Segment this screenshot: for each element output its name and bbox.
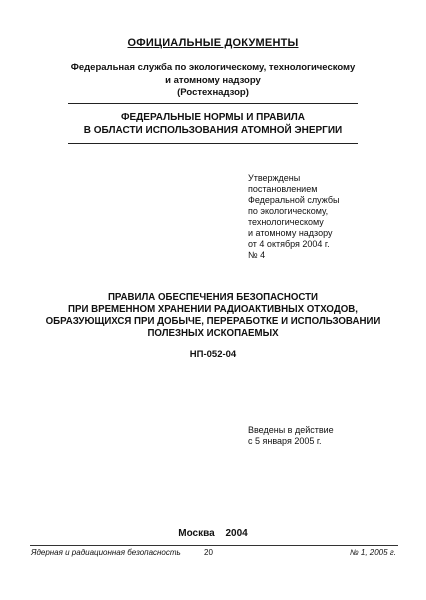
- page-number: 20: [204, 548, 213, 557]
- agency-line: (Ростехнадзор): [177, 87, 249, 98]
- effective-line: Введены в действие: [248, 425, 334, 435]
- agency-line: Федеральная служба по экологическому, технологическому: [70, 62, 356, 73]
- title-line: ПРАВИЛА ОБЕСПЕЧЕНИЯ БЕЗОПАСНОСТИ: [107, 292, 319, 303]
- footer-journal: Ядерная и радиационная безопасность: [31, 548, 181, 557]
- approval-block: [248, 173, 339, 261]
- city-year: Москва 2004: [178, 528, 248, 539]
- effective-line: с 5 января 2005 г.: [248, 436, 322, 446]
- approval-line: № 4: [248, 250, 266, 260]
- document-code: НП-052-04: [189, 349, 237, 360]
- approval-line: технологическому: [248, 217, 324, 227]
- approval-line: и атомному надзору: [248, 228, 333, 238]
- approval-line: Утверждены: [248, 173, 301, 183]
- document-title: [0, 292, 426, 340]
- section-heading: ОФИЦИАЛЬНЫЕ ДОКУМЕНТЫ: [127, 37, 299, 49]
- title-line: ПРИ ВРЕМЕННОМ ХРАНЕНИИ РАДИОАКТИВНЫХ ОТХОДОВ,: [68, 304, 358, 315]
- agency-line: и атомному надзору: [165, 74, 261, 86]
- footer-issue: № 1, 2005 г.: [350, 548, 396, 557]
- title-line: ПОЛЕЗНЫХ ИСКОПАЕМЫХ: [147, 328, 279, 339]
- footer-divider: [30, 545, 398, 546]
- norms-heading: [0, 112, 426, 137]
- divider-bottom: [68, 143, 358, 144]
- approval-line: по экологическому,: [248, 206, 329, 216]
- divider-top: [68, 103, 358, 104]
- norms-line: В ОБЛАСТИ ИСПОЛЬЗОВАНИЯ АТОМНОЙ ЭНЕРГИИ: [83, 124, 343, 136]
- approval-line: Федеральной службы: [248, 195, 340, 205]
- title-line: ОБРАЗУЮЩИХСЯ ПРИ ДОБЫЧЕ, ПЕРЕРАБОТКЕ И ИСПОЛЬЗОВАНИИ: [45, 316, 381, 327]
- approval-line: от 4 октября 2004 г.: [248, 239, 330, 249]
- agency-name: [0, 62, 426, 100]
- effective-date-block: [248, 425, 334, 447]
- approval-line: постановлением: [248, 184, 318, 194]
- norms-line: ФЕДЕРАЛЬНЫЕ НОРМЫ И ПРАВИЛА: [120, 112, 306, 123]
